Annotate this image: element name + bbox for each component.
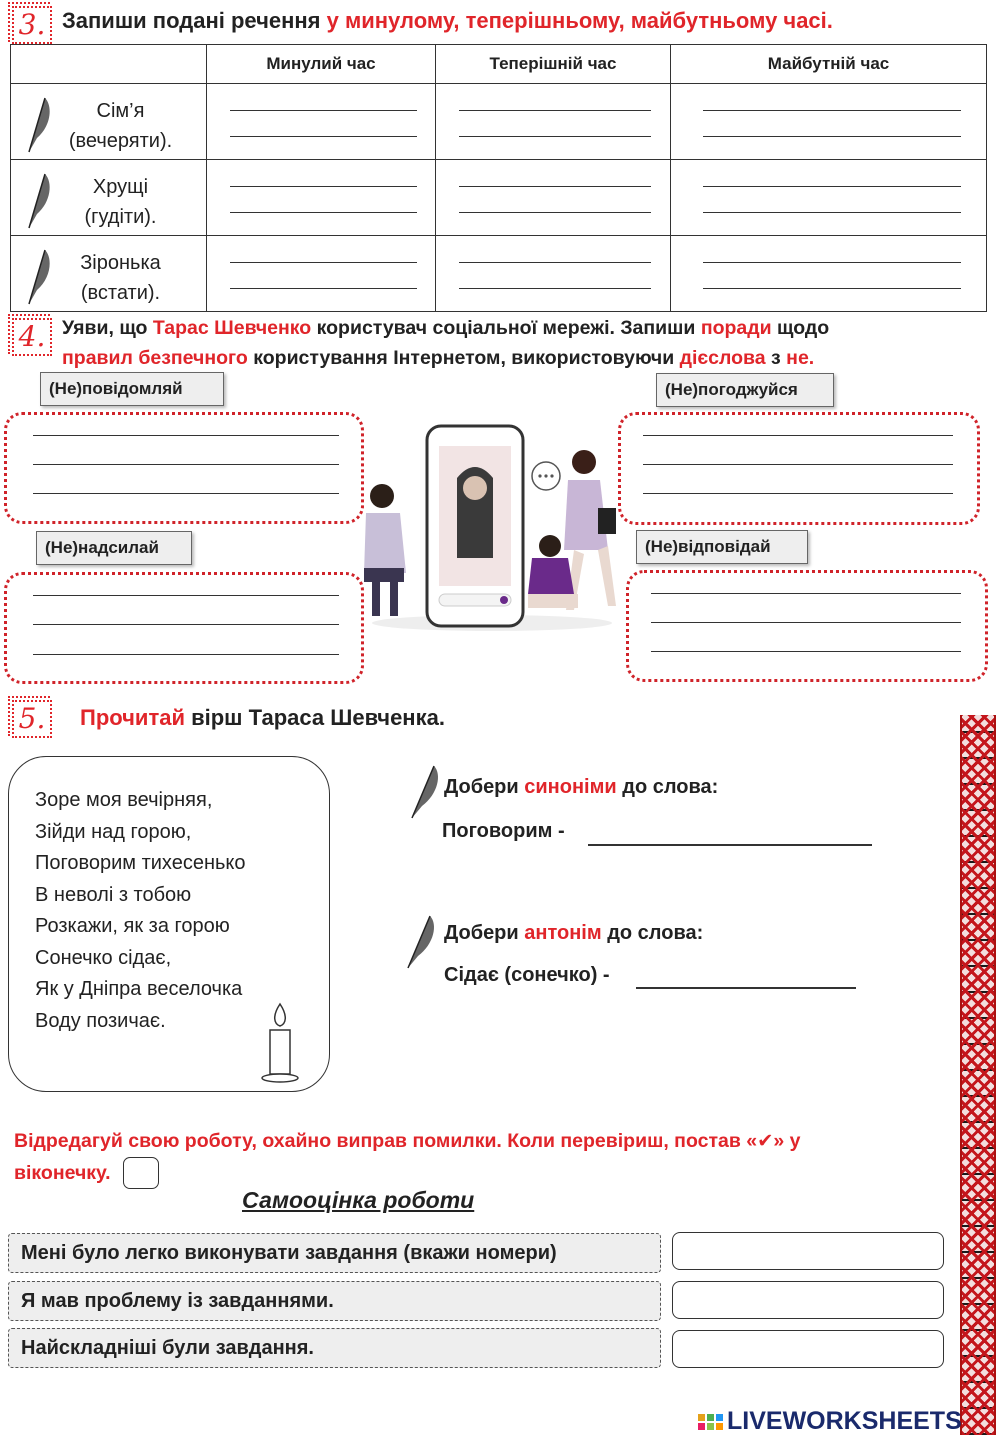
table-header-row	[11, 45, 987, 84]
self-item-easy: Мені було легко виконувати завдання (вкажи номери)	[8, 1233, 661, 1273]
feather-icon	[408, 762, 442, 820]
feather-icon	[23, 92, 53, 154]
answer-box-pogodzhuysya[interactable]	[618, 412, 980, 525]
poem-line: Поговорим тихесенько	[35, 852, 246, 874]
future-answer-cell[interactable]	[671, 84, 987, 160]
answer-box-nadsylay[interactable]	[4, 572, 364, 684]
table-header	[11, 45, 207, 84]
task-number-4: 4.	[12, 318, 52, 356]
poem-line: Як у Дніпра веселочка	[35, 978, 243, 1000]
table-row	[11, 160, 987, 236]
table-row	[11, 84, 987, 160]
liveworksheets-logo: LIVEWORKSHEETS	[698, 1407, 962, 1436]
poem-line: Зоре моя вечірняя,	[35, 789, 213, 811]
present-answer-cell[interactable]	[436, 236, 671, 312]
poem-line: В неволі з тобою	[35, 883, 192, 906]
embroidery-ornament	[960, 715, 996, 1435]
task-number-3: 3.	[12, 6, 52, 44]
table-row	[11, 236, 987, 312]
present-answer-cell[interactable]	[436, 84, 671, 160]
poem-line: Розкажи, як за горою	[35, 915, 230, 937]
feather-icon	[23, 168, 53, 230]
chip-nadsylay: (Не)надсилай	[36, 531, 192, 565]
self-assessment-title: Самооцінка роботи	[242, 1187, 475, 1213]
edit-instruction: Відредагуй свою роботу, охайно виправ помилки. Коли перевіриш, постав «✔» у віконечку.	[14, 1125, 801, 1189]
answer-box-vidpovidai[interactable]	[626, 570, 988, 682]
feather-icon	[404, 912, 438, 970]
antonym-word: Сідає (сонечко) -	[444, 964, 610, 986]
social-network-illustration	[352, 418, 632, 633]
self-answer-easy[interactable]	[672, 1232, 944, 1270]
past-answer-cell[interactable]	[207, 84, 436, 160]
self-answer-hardest[interactable]	[672, 1330, 944, 1368]
future-answer-cell[interactable]	[671, 236, 987, 312]
poem-line: Сонечко сідає,	[35, 946, 172, 969]
tense-table	[10, 44, 987, 312]
check-box[interactable]	[123, 1157, 159, 1189]
table-header: Теперішній час	[436, 45, 671, 84]
self-item-hardest: Найскладніші були завдання.	[8, 1328, 661, 1368]
verb-cell: Зіронька (встати).	[11, 236, 207, 312]
future-answer-cell[interactable]	[671, 160, 987, 236]
past-answer-cell[interactable]	[207, 160, 436, 236]
table-header: Майбутній час	[671, 45, 987, 84]
task3-title: Запиши подані речення у минулому, теперішньому, майбутньому часі.	[62, 8, 833, 33]
self-answer-problem[interactable]	[672, 1281, 944, 1319]
self-item-problem: Я мав проблему із завданнями.	[8, 1281, 661, 1321]
synonym-prompt: Добери синоніми до слова:	[444, 776, 719, 798]
poem-line: Воду позичає.	[35, 1009, 166, 1032]
synonym-word: Поговорим -	[442, 820, 565, 842]
chip-povidomlyay: (Не)повідомляй	[40, 372, 224, 406]
task-number-5: 5.	[12, 700, 52, 738]
chip-pogodzhuysya: (Не)погоджуйся	[656, 373, 834, 407]
poem-line: Зійди над горою,	[35, 820, 192, 843]
candle-icon	[258, 1002, 302, 1084]
antonym-answer-line[interactable]	[636, 987, 856, 989]
past-answer-cell[interactable]	[207, 236, 436, 312]
table-header: Минулий час	[207, 45, 436, 84]
present-answer-cell[interactable]	[436, 160, 671, 236]
logo-grid-icon	[698, 1414, 723, 1430]
chip-vidpovidai: (Не)відповідай	[636, 530, 808, 564]
synonym-answer-line[interactable]	[588, 844, 872, 846]
verb-cell: Сім’я (вечеряти).	[11, 84, 207, 160]
task5-title: Прочитай вірш Тараса Шевченка.	[80, 705, 445, 730]
task4-instructions: Уяви, що Тарас Шевченко користувач соціальної мережі. Запиши поради щодо правил безпечного користування Інтернетом, використовуючи дієслова з не.	[62, 317, 830, 369]
feather-icon	[23, 244, 53, 306]
verb-cell: Хрущі (гудіти).	[11, 160, 207, 236]
antonym-prompt: Добери антонім до слова:	[444, 922, 704, 944]
answer-box-povidomlyay[interactable]	[4, 412, 364, 524]
